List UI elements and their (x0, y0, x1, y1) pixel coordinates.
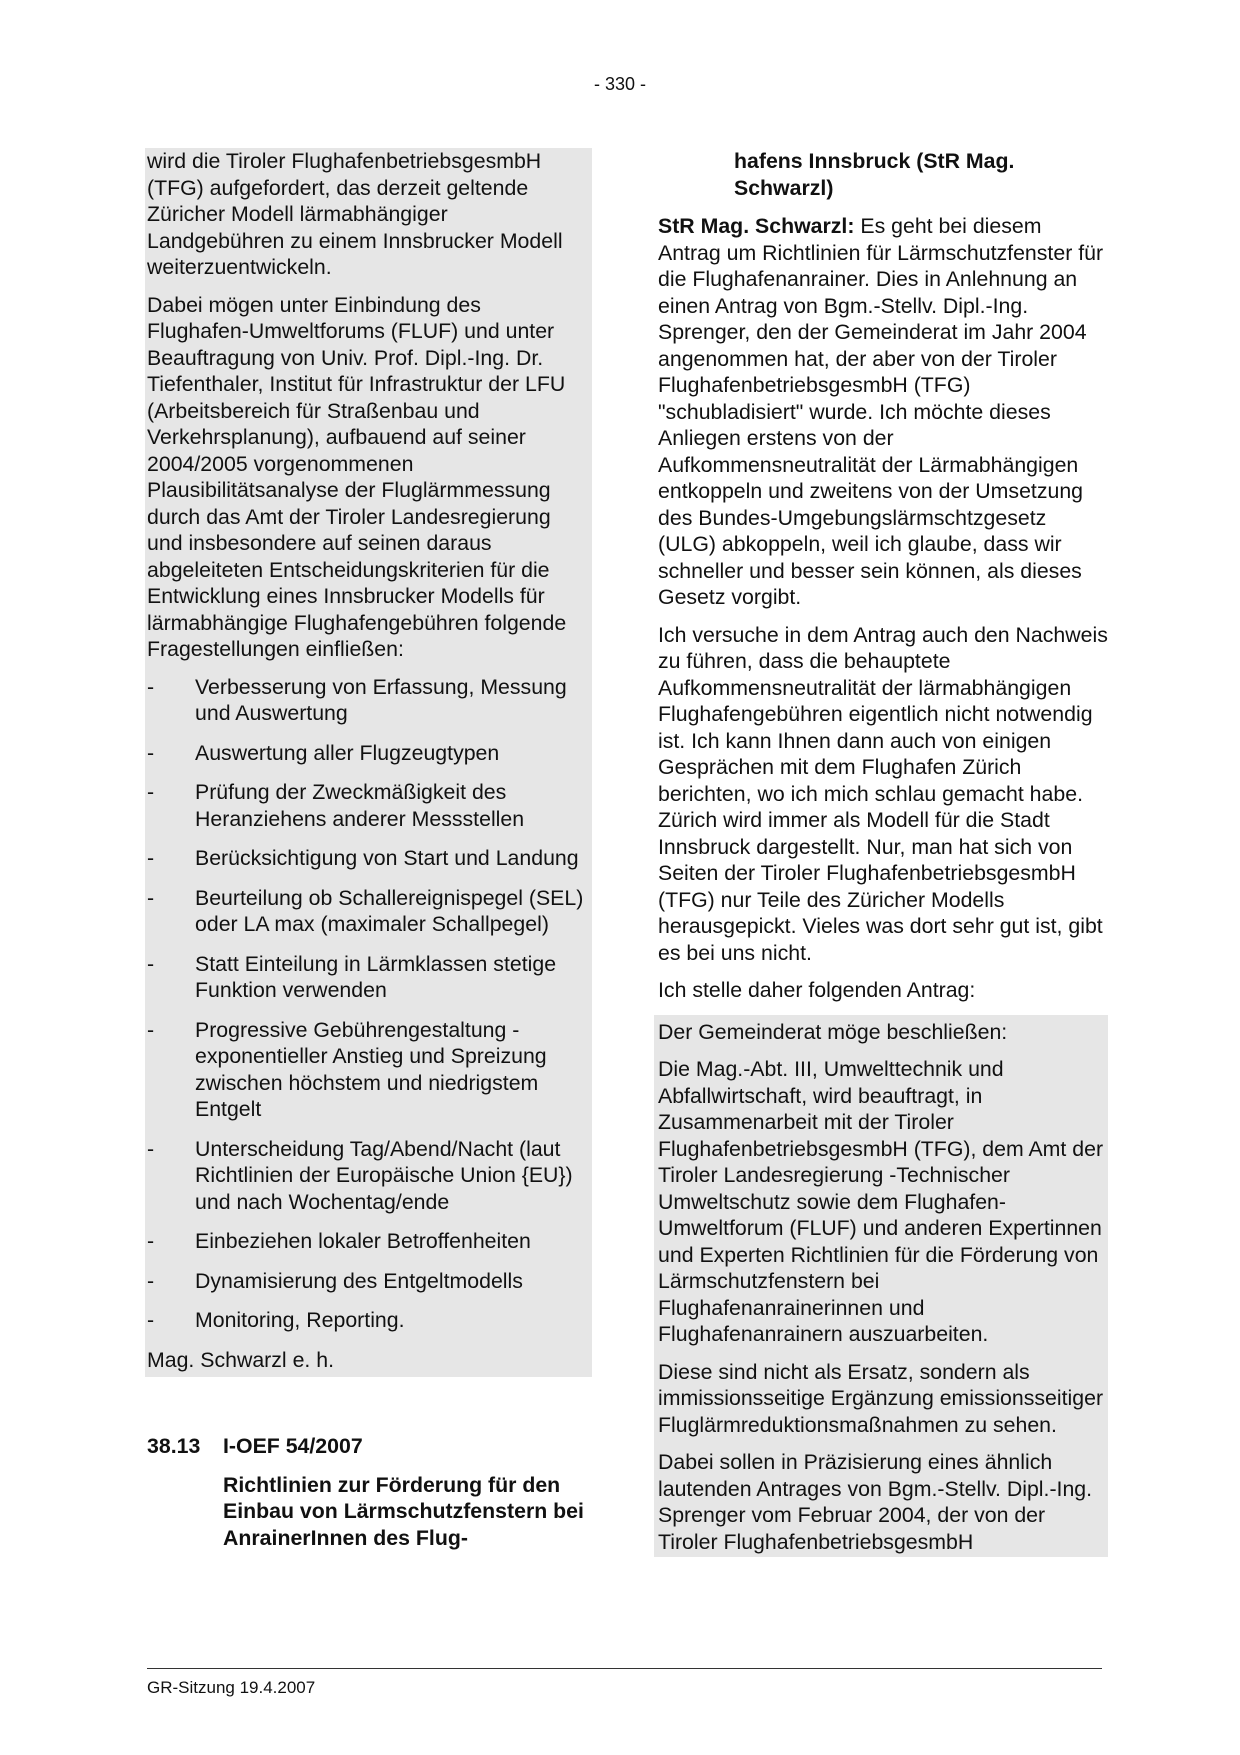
motion-intro: Der Gemeinderat möge beschließen: (658, 1019, 1008, 1044)
second-paragraph: Dabei mögen unter Einbindung des Flughafen-Umweltforums (FLUF) und unter Beauftragung von Univ. Prof. Dipl.-Ing. Dr. Tiefenthaler, Institut für Infrastruktur der LFU (Arbeitsbereich für Straßenbau und Verkehrsplanung), aufbauend auf seiner 2004/2005 vorgenommenen Plausibilitätsanalyse der Fluglärmmessung durch das Amt der Tiroler Landesregierung und insbesondere auf seinen daraus abgeleiteten Entscheidungskriterien für die Entwicklung eines Innsbrucker Modells für lärmabhängige Flughafengebühren folgende Fragestellungen einfließen: (147, 292, 567, 661)
intro-paragraph: wird die Tiroler FlughafenbetriebsgesmbH (TFG) aufgefordert, das derzeit geltende Züricher Modell lärmabhängiger Landgebühren zu einem Innsbrucker Modell weiterzuentwickeln. (147, 149, 563, 279)
shaded-motion-text (654, 1015, 1108, 1558)
list-item: - Prüfung der Zweckmäßigkeit des Heranziehens anderer Messstellen (147, 780, 525, 831)
list-item: - Berücksichtigung von Start und Landung (147, 846, 579, 870)
signature: Mag. Schwarzl e. h. (147, 1347, 335, 1372)
speech-paragraph: Ich versuche in dem Antrag auch den Nachweis zu führen, dass die behauptete Aufkommensneutralität der lärmabhängigen Flughafengebühren eigentlich nicht notwendig ist. Ich kann Ihnen dann auch von einigen Gesprächen mit dem Flughafen Zürich berichten, wo ich mich schlau gemacht habe. Zürich wird immer als Modell für die Stadt Innsbruck dargestellt. Nur, man hat sich von Seiten der Tiroler FlughafenbetriebsgesmbH (TFG) nur Teile des Züricher Modells herausgepickt. Vieles was dort sehr gut ist, gibt es bei uns nicht. (658, 622, 1108, 965)
list-item: - Progressive Gebührengestaltung - exponentieller Anstieg und Spreizung zwischen höchstem und niedrigstem Entgelt (147, 1017, 547, 1121)
footer-text: GR-Sitzung 19.4.2007 (147, 1678, 316, 1697)
list-item: - Auswertung aller Flugzeugtypen (147, 740, 500, 765)
speech-paragraph: Ich stelle daher folgenden Antrag: (658, 978, 976, 1002)
motion-paragraph: Dabei sollen in Präzisierung eines ähnlich lautenden Antrages von Bgm.-Stellv. Dipl.-Ing. Sprenger vom Februar 2004, der von der Tiroler FlughafenbetriebsgesmbH (658, 1450, 1093, 1554)
speaker-name: StR Mag. Schwarzl: (658, 214, 855, 238)
section-code: I-OEF 54/2007 (223, 1434, 363, 1458)
section-title-continuation: hafens Innsbruck (StR Mag. Schwarzl) (734, 149, 1015, 200)
section-number: 38.13 (147, 1434, 201, 1458)
footer-divider (147, 1668, 1102, 1669)
speech-paragraph: StR Mag. Schwarzl: Es geht bei diesem Antrag um Richtlinien für Lärmschutzfenster für die Flughafenanrainer. Dies in Anlehnung an einen Antrag von Bgm.-Stellv. Dipl.-Ing. Sprenger, den der Gemeinderat im Jahr 2004 angenommen hat, der aber von der Tiroler FlughafenbetriebsgesmbH (TFG) "schubladisiert" wurde. Ich möchte dieses Anliegen erstens von der Aufkommensneutralität der Lärmabhängigen entkoppeln und zweitens von der Umsetzung des Bundes-Umgebungslärmschtzgesetz (ULG) abkoppeln, weil ich glaube, dass wir schneller und besser sein können, als dieses Gesetz vorgibt. (658, 214, 1104, 609)
list-item: - Verbesserung von Erfassung, Messung und Auswertung (147, 674, 567, 725)
shaded-motion-text (145, 148, 592, 1377)
list-item: - Statt Einteilung in Lärmklassen stetige Funktion verwenden (147, 951, 557, 1002)
motion-paragraph: Diese sind nicht als Ersatz, sondern als immissionsseitige Ergänzung emissionsseitiger Fluglärmreduktionsmaßnahmen zu sehen. (658, 1359, 1104, 1437)
list-item: - Monitoring, Reporting. (147, 1308, 405, 1332)
motion-paragraph: Die Mag.-Abt. III, Umwelttechnik und Abfallwirtschaft, wird beauftragt, in Zusammenarbeit mit der Tiroler FlughafenbetriebsgesmbH (TFG), dem Amt der Tiroler Landesregierung -Technischer Umweltschutz sowie dem Flughafen-Umweltforum (FLUF) und anderen Expertinnen und Experten Richtlinien für die Förderung von Lärmschutzfenstern bei Flughafenanrainerinnen und Flughafenanrainern auszuarbeiten. (658, 1057, 1104, 1346)
list-item: - Dynamisierung des Entgeltmodells (147, 1268, 523, 1293)
list-item: - Beurteilung ob Schallereignispegel (SEL) oder LA max (maximaler Schallpegel) (147, 885, 584, 936)
left-column (147, 148, 592, 1551)
page-number: - 330 - (593, 74, 647, 94)
section-title: Richtlinien zur Förderung für den Einbau von Lärmschutzfenstern bei AnrainerInnen des Flug- (223, 1472, 584, 1550)
list-item: - Unterscheidung Tag/Abend/Nacht (laut Richtlinien der Europäische Union {EU}) und nach Wochentag/ende (147, 1136, 573, 1214)
right-column (658, 148, 1108, 1557)
list-item: - Einbeziehen lokaler Betroffenheiten (147, 1229, 531, 1253)
section-heading (147, 1433, 592, 1460)
